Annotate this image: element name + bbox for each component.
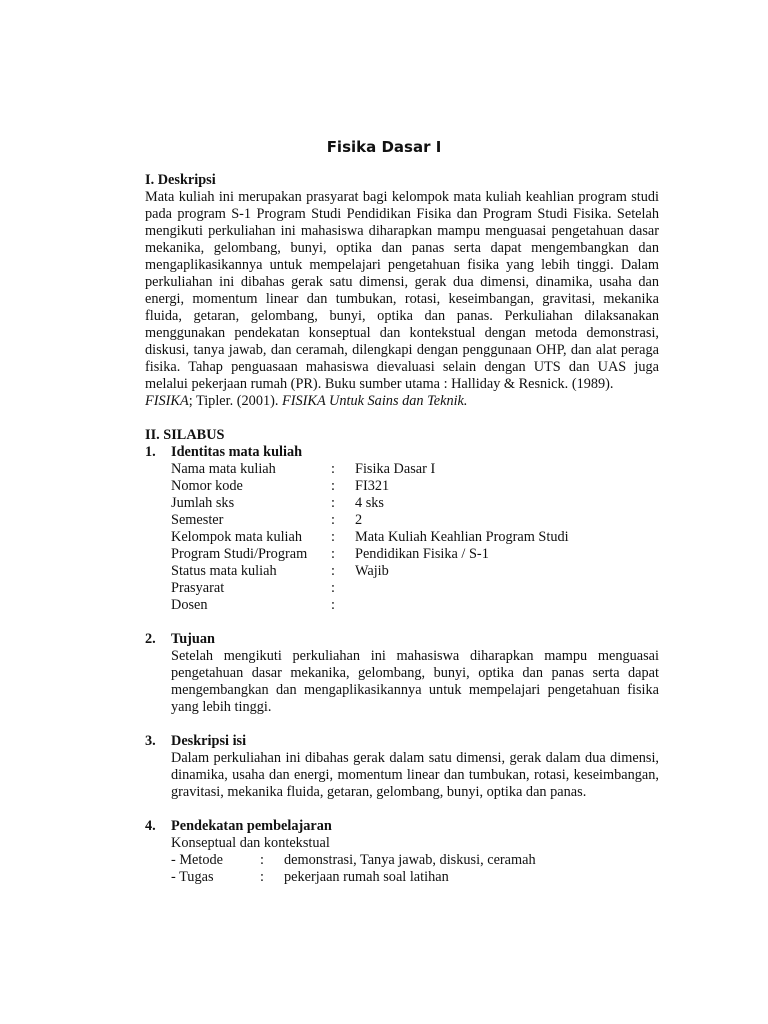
item-separator: :	[260, 852, 264, 868]
identity-row	[171, 529, 659, 546]
identity-row	[171, 580, 659, 597]
list-number: 4.	[145, 818, 156, 834]
row-value: Mata Kuliah Keahlian Program Studi	[355, 529, 569, 545]
row-separator: :	[331, 563, 335, 579]
row-key: Nomor kode	[171, 478, 243, 494]
identity-row	[171, 597, 659, 614]
row-key: Jumlah sks	[171, 495, 235, 511]
subsection-identitas	[145, 444, 659, 614]
row-value	[355, 580, 659, 597]
row-key: Status mata kuliah	[171, 563, 277, 579]
document-body	[145, 172, 659, 886]
row-value	[355, 597, 659, 614]
list-number: 1.	[145, 444, 156, 460]
pendekatan-item	[171, 869, 659, 886]
row-separator: :	[331, 580, 335, 596]
section-deskripsi	[145, 172, 659, 410]
subsection-heading: Pendekatan pembelajaran	[171, 818, 332, 834]
identity-row	[171, 478, 659, 495]
item-value: demonstrasi, Tanya jawab, diskusi, ceramah	[284, 852, 536, 868]
subsection-heading: Tujuan	[171, 631, 215, 647]
row-key: Nama mata kuliah	[171, 461, 276, 477]
tujuan-text: Setelah mengikuti perkuliahan ini mahasiswa diharapkan mampu menguasai pengetahuan dasar mekanika, gelombang, bunyi, optika dan panas serta dapat mengembangkan dan mengaplikasikannya untuk mempelajari pengetahuan fisika yang lebih tinggi.	[171, 648, 659, 715]
row-value: Pendidikan Fisika / S-1	[355, 546, 489, 562]
row-value: Wajib	[355, 563, 389, 579]
subsection-heading: Deskripsi isi	[171, 733, 247, 749]
item-key: - Tugas	[171, 869, 214, 885]
row-value: 2	[355, 512, 363, 528]
deskripsi-paragraph	[145, 189, 659, 410]
section-silabus	[145, 427, 659, 886]
row-value: Fisika Dasar I	[355, 461, 436, 477]
identity-row	[171, 563, 659, 580]
section-heading: I. Deskripsi	[145, 172, 216, 188]
row-separator: :	[331, 478, 335, 494]
pendekatan-item	[171, 852, 659, 869]
row-key: Semester	[171, 512, 224, 528]
subsection-pendekatan	[145, 818, 659, 886]
deskripsi-isi-text: Dalam perkuliahan ini dibahas gerak dalam satu dimensi, gerak dalam dua dimensi, dinamika, usaha dan energi, momentum linear dan tumbukan, rotasi, keseimbangan, gravitasi, mekanika fluida, getaran, gelombang, bunyi, optika dan panas.	[171, 750, 659, 800]
reference-text-2: ; Tipler. (2001).	[188, 393, 283, 409]
item-key: - Metode	[171, 852, 224, 868]
identity-row	[171, 495, 659, 512]
row-separator: :	[331, 461, 335, 477]
row-key: Kelompok mata kuliah	[171, 529, 303, 545]
subsection-tujuan	[145, 631, 659, 716]
pendekatan-text: Konseptual dan kontekstual	[171, 835, 330, 851]
identity-row	[171, 461, 659, 478]
row-value: FI321	[355, 478, 390, 494]
row-key: Prasyarat	[171, 580, 225, 596]
item-separator: :	[260, 869, 264, 885]
row-separator: :	[331, 546, 335, 562]
list-number: 3.	[145, 733, 156, 749]
deskripsi-text: Mata kuliah ini merupakan prasyarat bagi kelompok mata kuliah keahlian program studi pada program S-1 Program Studi Pendidikan Fisika dan Program Studi Fisika. Setelah mengikuti perkuliahan ini mahasiswa diharapkan mampu menguasai pengetahuan dasar mekanika, gelombang, bunyi, optika dan panas serta dapat mengembangkan dan mengaplikasikannya untuk mempelajari pengetahuan fisika yang lebih tinggi. Dalam perkuliahan ini dibahas gerak satu dimensi, gerak dua dimensi, dinamika, usaha dan energi, momentum linear dan tumbukan, rotasi, keseimbangan, gravitasi, mekanika fluida, getaran, gelombang, bunyi, optika dan panas. Perkuliahan dilaksanakan menggunakan pendekatan konseptual dan kontekstual dengan metoda demonstrasi, diskusi, tanya jawab, dan ceramah, dilengkapi dengan penggunaan OHP, dan alat peraga fisika. Tahap penguasaan mahasiswa dievaluasi selain dengan UTS dan UAS juga melalui pekerjaan rumah (PR). Buku sumber utama : Halliday & Resnick. (1989).	[145, 189, 659, 392]
row-separator: :	[331, 512, 335, 528]
subsection-deskripsi-isi	[145, 733, 659, 801]
document-title: Fisika Dasar I	[326, 138, 442, 156]
subsection-heading: Identitas mata kuliah	[171, 444, 303, 460]
row-separator: :	[331, 529, 335, 545]
item-value: pekerjaan rumah soal latihan	[284, 869, 449, 885]
row-separator: :	[331, 597, 335, 613]
identity-row	[171, 546, 659, 563]
row-key: Program Studi/Program	[171, 546, 308, 562]
list-number: 2.	[145, 631, 156, 647]
reference-title-2: FISIKA Untuk Sains dan Teknik.	[282, 393, 468, 409]
row-key: Dosen	[171, 597, 208, 613]
row-value: 4 sks	[355, 495, 384, 511]
reference-title-1: FISIKA	[145, 393, 189, 409]
row-separator: :	[331, 495, 335, 511]
identity-row	[171, 512, 659, 529]
section-heading: II. SILABUS	[145, 427, 225, 443]
